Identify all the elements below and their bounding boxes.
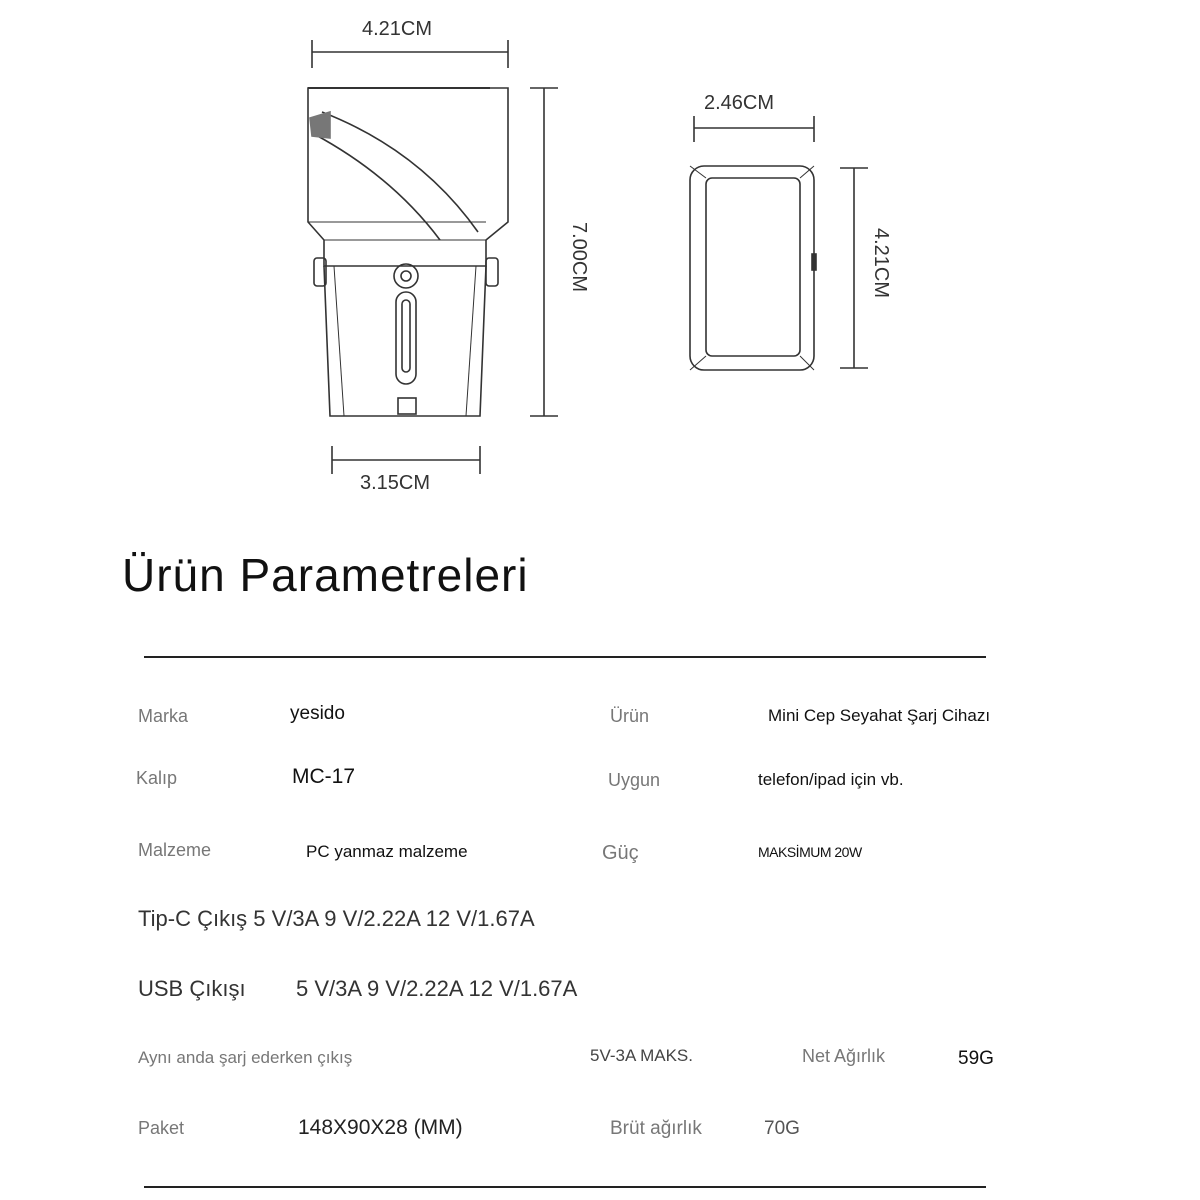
model-label: Kalıp — [136, 768, 178, 788]
power-label: Güç — [602, 842, 639, 864]
simultaneous-output-label: Aynı anda şarj ederken çıkış — [138, 1048, 353, 1067]
brand-label: Marka — [138, 706, 189, 726]
dim-line-top-width — [312, 40, 508, 68]
material-value: PC yanmaz malzeme — [306, 842, 468, 861]
charger-front-view — [308, 88, 508, 416]
suitable-value: telefon/ipad için vb. — [758, 770, 904, 789]
usb-output-label: USB Çıkışı — [138, 976, 246, 1001]
suitable-label: Uygun — [608, 770, 661, 790]
product-value: Mini Cep Seyahat Şarj Cihazı — [768, 706, 991, 725]
charger-side-view — [690, 166, 816, 370]
typec-output: Tip-C Çıkış 5 V/3A 9 V/2.22A 12 V/1.67A — [138, 906, 535, 931]
dim-line-side-width — [694, 116, 814, 142]
simultaneous-output-value: 5V-3A MAKS. — [590, 1046, 693, 1065]
page-title: Ürün Parametreleri — [122, 549, 529, 601]
material-label: Malzeme — [138, 840, 212, 860]
product-label: Ürün — [610, 706, 650, 726]
net-weight-value: 59G — [958, 1048, 994, 1069]
side-width-label: 2.46CM — [704, 92, 775, 114]
gross-weight-label: Brüt ağırlık — [610, 1118, 702, 1139]
dim-line-side-height — [840, 168, 868, 368]
usb-output-value: 5 V/3A 9 V/2.22A 12 V/1.67A — [296, 976, 578, 1001]
front-height-label: 7.00CM — [568, 222, 590, 293]
product-dimension-drawing — [0, 0, 1200, 520]
side-height-label: 4.21CM — [870, 228, 892, 299]
net-weight-label: Net Ağırlık — [802, 1046, 886, 1066]
dim-line-bottom-width — [332, 446, 480, 474]
gross-weight-value: 70G — [764, 1118, 800, 1139]
power-value: MAKSİMUM 20W — [758, 844, 862, 860]
package-value: 148X90X28 (MM) — [298, 1116, 463, 1139]
top-divider — [144, 656, 986, 658]
model-value: MC-17 — [292, 765, 356, 788]
bottom-divider — [144, 1186, 986, 1188]
front-width-bottom-label: 3.15CM — [360, 472, 431, 494]
brand-value: yesido — [290, 703, 345, 724]
package-label: Paket — [138, 1118, 185, 1138]
front-width-top-label: 4.21CM — [362, 18, 433, 40]
dim-line-front-height — [530, 88, 558, 416]
